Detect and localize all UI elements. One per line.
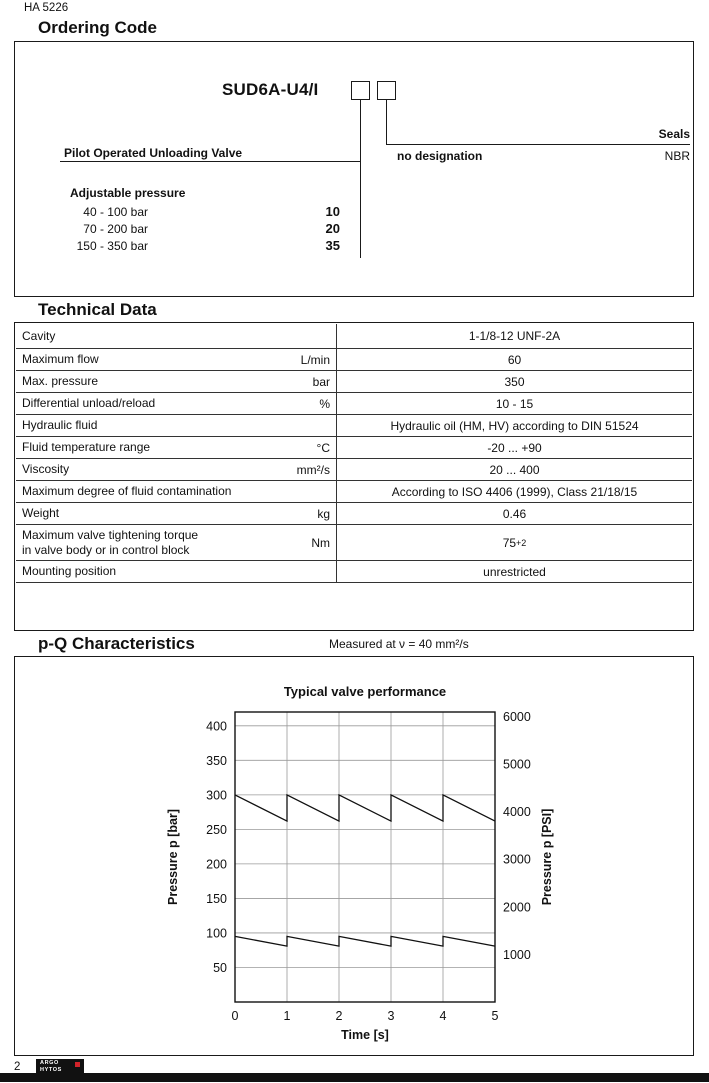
y-tick-psi: 4000 [503, 805, 531, 820]
table-row [16, 525, 692, 561]
table-row [16, 349, 692, 371]
table-row [16, 459, 692, 481]
y-tick-bar: 350 [206, 753, 227, 768]
connector-line-seals [386, 100, 387, 145]
spec-name-cell [16, 324, 337, 348]
spec-name-cell [16, 503, 337, 524]
x-tick: 0 [231, 1009, 239, 1023]
table-row [16, 481, 692, 503]
y-tick-psi: 1000 [503, 947, 531, 962]
spec-value: 60 [507, 352, 522, 367]
spec-name-cell [16, 561, 337, 582]
spec-value: -20 ... +90 [487, 440, 542, 455]
y-tick-bar: 200 [206, 857, 227, 872]
adjustable-pressure-label: Adjustable pressure [70, 186, 186, 200]
spec-unit: mm²/s [296, 462, 330, 477]
section-pq-characteristics [14, 630, 694, 657]
connector-line-valve-type [60, 161, 361, 162]
spec-name-cell [16, 349, 337, 370]
ordering-box-seals [377, 81, 396, 100]
section-ordering-code [14, 15, 694, 42]
seals-value: NBR [664, 149, 690, 163]
pressure-code-3: 35 [325, 238, 340, 253]
x-tick: 2 [335, 1009, 343, 1023]
y-tick-bar: 150 [206, 891, 227, 906]
technical-table [16, 324, 692, 583]
pressure-code-1: 10 [325, 204, 340, 219]
spec-value: According to ISO 4406 (1999), Class 21/18/15 [391, 484, 638, 499]
pressure-range-1: 40 - 100 bar [83, 205, 148, 219]
logo-red-square [75, 1062, 80, 1067]
spec-name-cell [16, 525, 337, 560]
spec-name: Fluid temperature range [22, 440, 151, 454]
spec-name: Differential unload/reload [22, 396, 156, 410]
pq-title: p-Q Characteristics [38, 634, 195, 653]
spec-name-cell [16, 371, 337, 392]
y-tick-psi: 6000 [503, 709, 531, 724]
spec-name-cell [16, 437, 337, 458]
spec-value: unrestricted [483, 564, 546, 579]
model-code: SUD6A-U4/I [222, 80, 319, 99]
pressure-code-2: 20 [325, 221, 340, 236]
spec-unit: °C [316, 440, 330, 455]
chart-title: Typical valve performance [283, 684, 447, 699]
spec-name: Maximum flow [22, 352, 99, 366]
spec-name: Maximum degree of fluid contamination [22, 484, 232, 498]
spec-name-cell [16, 415, 337, 436]
ordering-title: Ordering Code [38, 18, 158, 37]
spec-name: Max. pressure [22, 374, 99, 388]
pressure-range-3: 150 - 350 bar [76, 239, 148, 253]
spec-name: Mounting position [22, 564, 117, 578]
measured-at-note: Measured at ν = 40 mm²/s [329, 637, 469, 651]
doc-code: HA 5226 [24, 2, 69, 14]
series-reload-pressure-95bar [235, 936, 495, 946]
y-tick-bar: 100 [206, 926, 227, 941]
footer-bar [0, 1073, 709, 1082]
valve-type-label: Pilot Operated Unloading Valve [64, 146, 243, 160]
page-number: 2 [14, 1061, 21, 1073]
spec-value: 10 - 15 [495, 396, 534, 411]
series-unload-pressure-300bar [235, 795, 495, 821]
spec-value: Hydraulic oil (HM, HV) according to DIN 51524 [390, 418, 639, 433]
connector-line-seals-row [386, 144, 690, 145]
table-row [16, 415, 692, 437]
table-row [16, 503, 692, 525]
spec-value: 350 [504, 374, 525, 389]
x-tick: 3 [387, 1009, 395, 1023]
x-axis-label: Time [s] [341, 1028, 389, 1042]
logo-text-argo: ARGO [40, 1060, 59, 1066]
y-tick-psi: 3000 [503, 852, 531, 867]
ordering-box-pressure [351, 81, 370, 100]
pq-chart [150, 674, 590, 1054]
y-tick-bar: 50 [213, 960, 227, 975]
y-tick-bar: 250 [206, 822, 227, 837]
technical-title: Technical Data [38, 300, 157, 319]
pq-chart-svg [150, 674, 590, 1054]
x-tick: 4 [439, 1009, 447, 1023]
spec-value: 20 ... 400 [489, 462, 540, 477]
spec-name-cell [16, 459, 337, 480]
table-row [16, 371, 692, 393]
spec-name: Weight [22, 506, 60, 520]
spec-name: Cavity [22, 328, 56, 343]
table-row [16, 324, 692, 349]
y-tick-psi: 5000 [503, 757, 531, 772]
spec-unit: kg [317, 506, 330, 521]
y-axis-label-right: Pressure p [PSI] [540, 808, 554, 906]
spec-value: 75 +2 [502, 535, 527, 550]
table-row [16, 437, 692, 459]
spec-unit: L/min [300, 352, 330, 367]
spec-unit: Nm [311, 535, 330, 550]
pressure-range-2: 70 - 200 bar [83, 222, 148, 236]
seals-heading: Seals [658, 127, 690, 141]
spec-value: 0.46 [502, 506, 527, 521]
spec-name-cell [16, 481, 337, 502]
y-tick-psi: 2000 [503, 900, 531, 915]
spec-name: Maximum valve tightening torque in valve body or in control block [22, 527, 199, 557]
spec-unit: bar [312, 374, 330, 389]
section-technical-data [14, 296, 694, 323]
spec-name-cell [16, 393, 337, 414]
no-designation-label: no designation [397, 149, 483, 163]
spec-value: 1-1/8-12 UNF-2A [468, 329, 561, 343]
spec-name: Viscosity [22, 462, 70, 476]
y-tick-bar: 400 [206, 719, 227, 734]
x-tick: 5 [491, 1009, 499, 1023]
table-row [16, 561, 692, 583]
y-axis-label-left: Pressure p [bar] [166, 809, 180, 905]
plot-border [235, 712, 495, 1002]
x-tick: 1 [283, 1009, 291, 1023]
connector-line-pressure [360, 100, 361, 258]
spec-unit: % [319, 396, 330, 411]
table-row [16, 393, 692, 415]
logo-text-hytos: HYTOS [40, 1066, 62, 1073]
spec-name: Hydraulic fluid [22, 418, 98, 432]
y-tick-bar: 300 [206, 788, 227, 803]
